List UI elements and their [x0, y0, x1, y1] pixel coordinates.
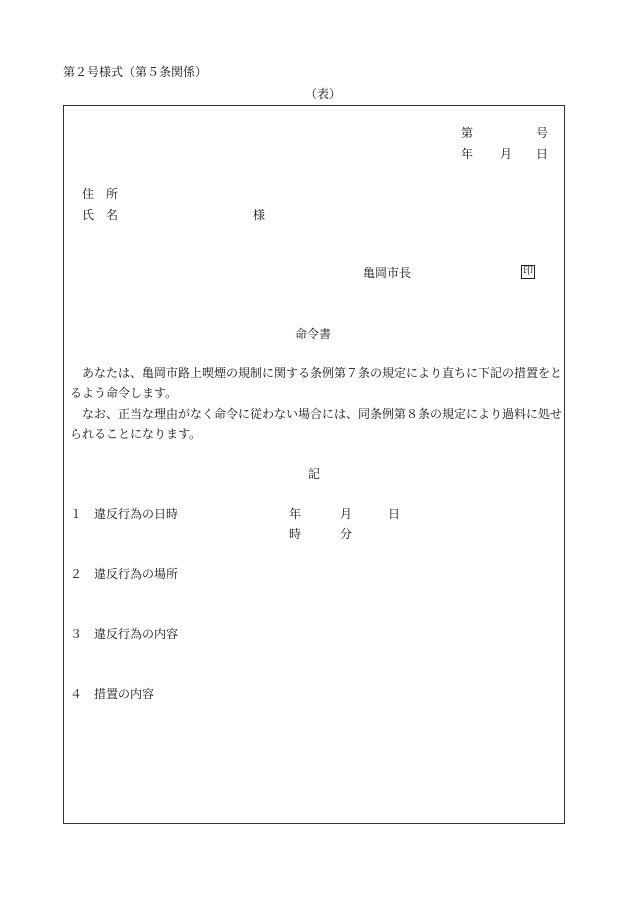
- body-paragraph-2: なお、正当な理由がなく命令に従わない場合には、同条例第８条の規定により過料に処せられることになります。: [70, 407, 563, 441]
- item-4-number: ４: [70, 687, 83, 701]
- number-dai: 第: [461, 126, 474, 140]
- issuer-title: 亀岡市長: [363, 266, 412, 280]
- date-year: 年: [461, 147, 474, 161]
- name-label: 氏 名: [82, 208, 119, 222]
- date-month: 月: [500, 147, 513, 161]
- datetime-month: 月: [340, 507, 353, 521]
- item-2-label: 違反行為の場所: [94, 567, 179, 581]
- item-1-label: 違反行為の日時: [94, 507, 179, 521]
- body-paragraph-1: あなたは、亀岡市路上喫煙の規制に関する条例第７条の規定により直ちに下記の措置をとるよう命令します。: [70, 366, 563, 400]
- item-3-label: 違反行為の内容: [94, 627, 179, 641]
- datetime-hour: 時: [289, 527, 302, 541]
- item-4-label: 措置の内容: [94, 687, 155, 701]
- item-1-number: １: [70, 507, 83, 521]
- item-3-number: ３: [70, 627, 83, 641]
- number-go: 号: [536, 126, 549, 140]
- address-label: 住 所: [82, 187, 119, 201]
- form-number: 第２号様式（第５条関係）: [63, 65, 208, 79]
- ki-heading: 記: [308, 467, 321, 481]
- item-2-number: ２: [70, 567, 83, 581]
- datetime-minute: 分: [340, 527, 353, 541]
- honorific: 様: [253, 208, 266, 222]
- document-frame: [63, 105, 565, 824]
- seal-mark: 印: [523, 266, 533, 277]
- datetime-year: 年: [289, 507, 302, 521]
- date-day: 日: [536, 147, 549, 161]
- datetime-day: 日: [388, 507, 401, 521]
- document-title: 命令書: [295, 327, 332, 341]
- side-label: （表）: [305, 87, 342, 101]
